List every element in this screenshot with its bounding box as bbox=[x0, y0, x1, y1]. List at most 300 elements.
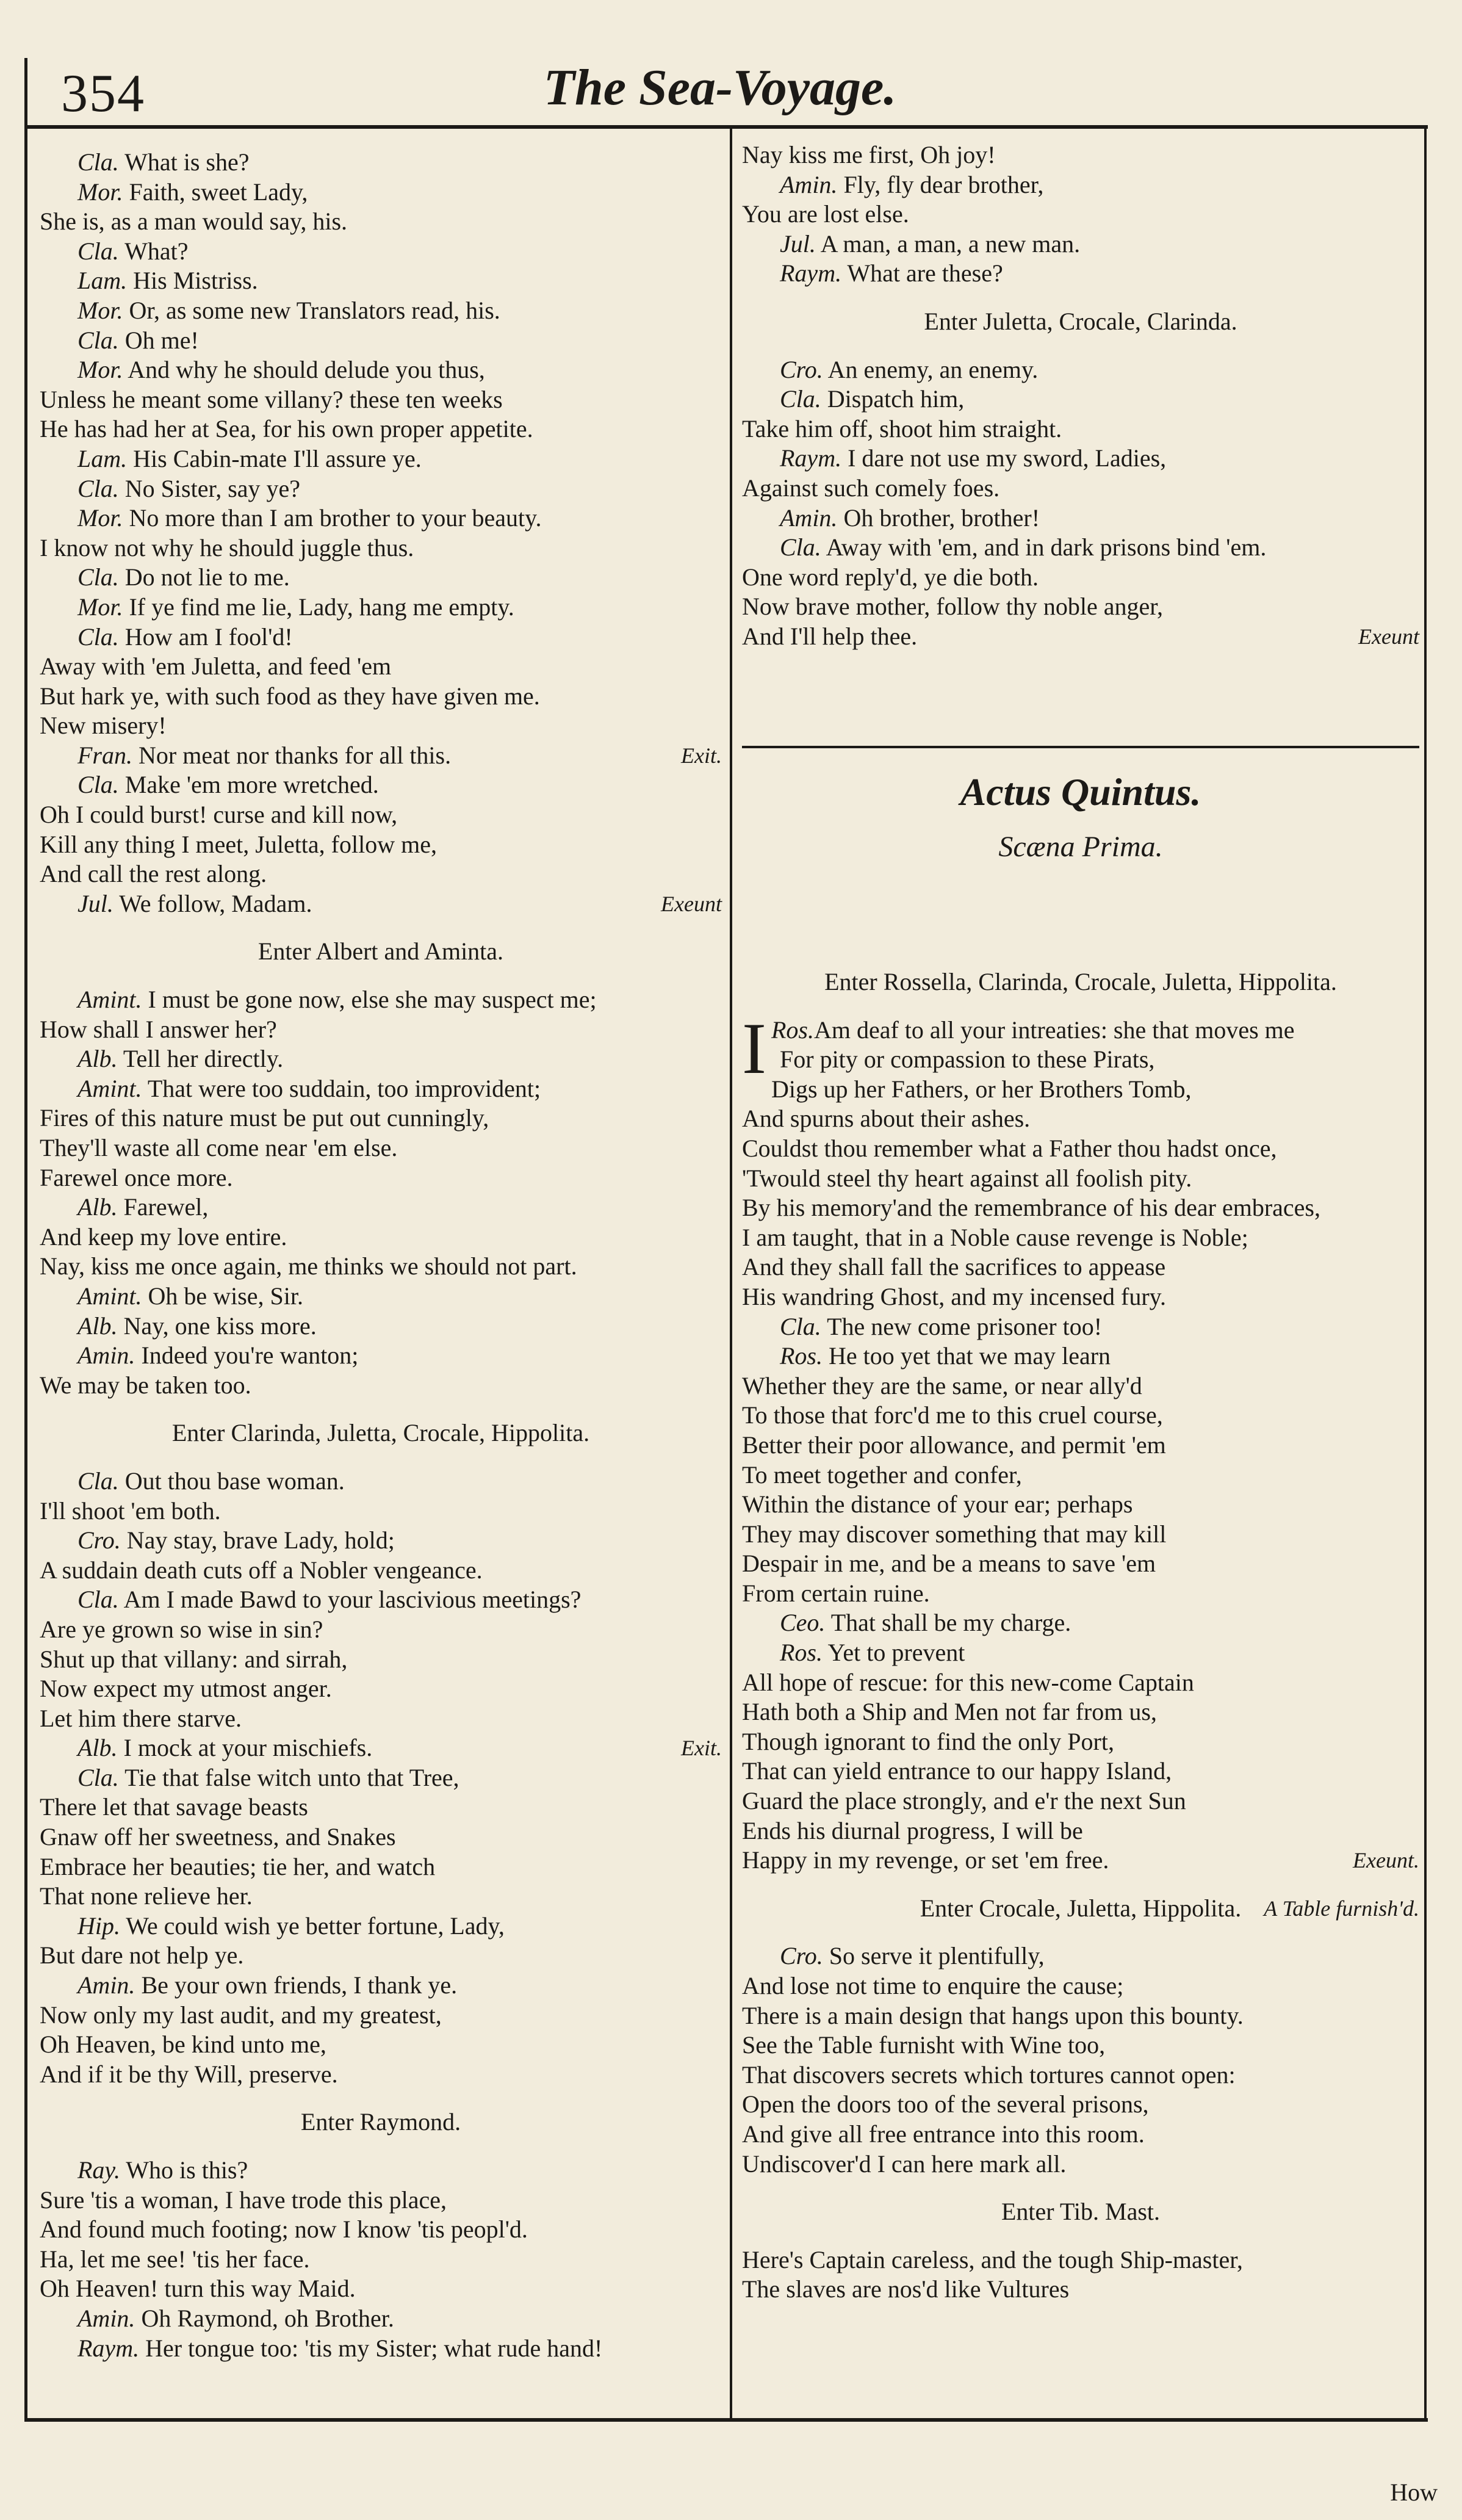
speaker-name: Mor. bbox=[77, 178, 123, 206]
speaker-name: Amin. bbox=[77, 1341, 135, 1370]
line-text: Against such comely foes. bbox=[742, 474, 1000, 502]
verse-line bbox=[742, 1668, 1419, 1698]
spacer bbox=[742, 289, 1419, 307]
speech-line bbox=[40, 1044, 722, 1074]
line-text: Indeed you're wanton; bbox=[141, 1341, 359, 1370]
line-text: His Cabin-mate I'll assure ye. bbox=[133, 444, 422, 472]
line-text: All hope of rescue: for this new-come Captain bbox=[742, 1668, 1194, 1696]
exit-cue: Exit. bbox=[681, 743, 722, 768]
line-text: That discovers secrets which tortures cannot open: bbox=[742, 2060, 1236, 2089]
verse-line bbox=[742, 2060, 1419, 2090]
verse-line bbox=[742, 1401, 1419, 1431]
line-text: Fly, fly dear brother, bbox=[843, 170, 1044, 198]
speech-line bbox=[40, 889, 722, 919]
line-text: Her tongue too: 'tis my Sister; what rude hand! bbox=[145, 2334, 603, 2362]
verse-line bbox=[40, 2030, 722, 2060]
speech-line bbox=[40, 1074, 722, 1104]
line-text: An enemy, an enemy. bbox=[827, 355, 1039, 383]
speaker-name: Jul. bbox=[780, 229, 816, 258]
verse-line bbox=[742, 2245, 1419, 2275]
verse-line bbox=[742, 1579, 1419, 1609]
verse-line bbox=[742, 1846, 1419, 1876]
act-heading: Actus Quintus. bbox=[960, 770, 1201, 814]
line-text: They'll waste all come near 'em else. bbox=[40, 1134, 398, 1161]
running-title: The Sea-Voyage. bbox=[543, 59, 897, 116]
stage-direction: Enter Clarinda, Juletta, Crocale, Hippolita. bbox=[171, 1419, 590, 1447]
line-text: New misery! bbox=[40, 712, 167, 740]
verse-line bbox=[742, 414, 1419, 444]
line-text: A man, a man, a new man. bbox=[820, 229, 1081, 258]
verse-line bbox=[40, 1252, 722, 1282]
verse-line bbox=[742, 1756, 1419, 1786]
line-text: I am taught, that in a Noble cause revenge is Noble; bbox=[742, 1223, 1248, 1251]
verse-line bbox=[40, 859, 722, 889]
verse-line bbox=[40, 1941, 722, 1971]
speaker-name: Cla. bbox=[77, 1467, 119, 1495]
speaker-name: Cla. bbox=[780, 385, 821, 413]
line-text: What are these? bbox=[847, 259, 1003, 287]
speech-line bbox=[40, 178, 722, 208]
line-text: What? bbox=[124, 237, 189, 265]
line-text: I know not why he should juggle thus. bbox=[40, 533, 414, 561]
speech-line bbox=[40, 1312, 722, 1341]
verse-line bbox=[40, 1674, 722, 1704]
verse-line bbox=[40, 2274, 722, 2304]
line-text: Shut up that villany: and sirrah, bbox=[40, 1645, 348, 1673]
spacer bbox=[40, 967, 722, 985]
scene-heading: Scæna Prima. bbox=[998, 831, 1163, 863]
verse-line bbox=[742, 1371, 1419, 1401]
exit-cue: Exeunt bbox=[661, 891, 722, 916]
line-text: Now brave mother, follow thy noble anger, bbox=[742, 593, 1163, 621]
speaker-name: Cla. bbox=[77, 237, 119, 265]
line-text: Nor meat nor thanks for all this. bbox=[139, 741, 452, 769]
line-text: Ends his diurnal progress, I will be bbox=[742, 1816, 1083, 1844]
speech-line bbox=[40, 1971, 722, 2001]
line-text: Gnaw off her sweetness, and Snakes bbox=[40, 1823, 396, 1851]
speaker-name: Hip. bbox=[77, 1912, 120, 1940]
verse-line bbox=[742, 2120, 1419, 2150]
speech-line bbox=[40, 593, 722, 623]
speech-line bbox=[742, 444, 1419, 474]
line-text: And spurns about their ashes. bbox=[742, 1105, 1031, 1133]
verse-line bbox=[40, 2001, 722, 2031]
line-text: But hark ye, with such food as they have given me. bbox=[40, 682, 540, 710]
line-text: A suddain death cuts off a Nobler vengeance. bbox=[40, 1556, 483, 1584]
speaker-name: Ros. bbox=[780, 1639, 823, 1667]
line-text: His Mistriss. bbox=[133, 267, 258, 295]
speaker-name: Ros. bbox=[771, 1016, 814, 1044]
line-text: Are ye grown so wise in sin? bbox=[40, 1615, 323, 1643]
speaker-name: Cla. bbox=[77, 771, 119, 799]
speaker-name: Mor. bbox=[77, 296, 123, 324]
speaker-name: Mor. bbox=[77, 593, 123, 621]
line-text: Kill any thing I meet, Juletta, follow me, bbox=[40, 830, 437, 858]
speaker-name: Jul. bbox=[77, 889, 113, 917]
line-text: And give all free entrance into this room. bbox=[742, 2120, 1145, 2148]
line-text: Yet to prevent bbox=[827, 1639, 965, 1667]
line-text: So serve it plentifully, bbox=[829, 1942, 1045, 1970]
verse-line bbox=[40, 1645, 722, 1675]
line-text: Couldst thou remember what a Father thou hadst once, bbox=[742, 1134, 1277, 1162]
verse-line bbox=[742, 1786, 1419, 1816]
speech-line bbox=[40, 1585, 722, 1615]
verse-line bbox=[40, 2060, 722, 2090]
line-text: By his memory'and the remembrance of his dear embraces, bbox=[742, 1194, 1320, 1222]
verse-line bbox=[40, 385, 722, 415]
speech-line bbox=[40, 444, 722, 474]
right-column-top bbox=[742, 140, 1419, 652]
verse-line bbox=[742, 622, 1419, 652]
verse-line bbox=[742, 2275, 1419, 2305]
speaker-name: Ray. bbox=[77, 2156, 120, 2184]
speech-line bbox=[742, 170, 1419, 200]
speaker-name: Alb. bbox=[77, 1045, 118, 1073]
speaker-name: Amint. bbox=[77, 1074, 142, 1102]
left-column bbox=[40, 148, 722, 2363]
stage-direction: Enter Crocale, Juletta, Hippolita. A Table furnish'd. bbox=[742, 1894, 1419, 1924]
speech-line bbox=[40, 296, 722, 326]
line-text: That were too suddain, too improvident; bbox=[147, 1074, 541, 1102]
speaker-name: Raym. bbox=[780, 444, 842, 472]
line-text: Tie that false witch unto that Tree, bbox=[124, 1763, 459, 1791]
line-text: And if it be thy Will, preserve. bbox=[40, 2060, 338, 2088]
verse-line bbox=[40, 1015, 722, 1045]
speech-line bbox=[40, 741, 722, 771]
speech-line bbox=[40, 504, 722, 533]
line-text: Oh I could burst! curse and kill now, bbox=[40, 801, 398, 829]
speech-line bbox=[742, 1638, 1419, 1668]
verse-line bbox=[40, 1222, 722, 1252]
verse-line bbox=[40, 2186, 722, 2215]
speaker-name: Cla. bbox=[77, 1586, 119, 1614]
line-text: His wandring Ghost, and my incensed fury. bbox=[742, 1282, 1167, 1310]
speech-line bbox=[40, 1341, 722, 1371]
line-text: And found much footing; now I know 'tis peopl'd. bbox=[40, 2215, 528, 2244]
verse-line bbox=[40, 1882, 722, 1912]
exit-cue: Exeunt. bbox=[1353, 1848, 1419, 1873]
line-text: We could wish ye better fortune, Lady, bbox=[126, 1912, 505, 1940]
line-text: Am deaf to all your intreaties: she that moves me bbox=[813, 1016, 1295, 1044]
spacer bbox=[742, 1876, 1419, 1894]
act-block bbox=[742, 751, 1419, 872]
speech-line bbox=[742, 384, 1419, 414]
speech-line bbox=[40, 148, 722, 178]
left-border-rule bbox=[24, 58, 27, 2420]
verse-line bbox=[40, 1371, 722, 1401]
line-text: There let that savage beasts bbox=[40, 1793, 308, 1821]
speaker-name: Cla. bbox=[780, 1312, 821, 1340]
drop-cap: I bbox=[742, 1007, 766, 1089]
line-text: He has had her at Sea, for his own proper appetite. bbox=[40, 415, 533, 443]
line-text: Oh Raymond, oh Brother. bbox=[141, 2304, 394, 2332]
page-number: 354 bbox=[61, 64, 145, 123]
verse-line bbox=[742, 1193, 1419, 1223]
speaker-name: Raym. bbox=[77, 2334, 140, 2362]
line-text: I mock at your mischiefs. bbox=[123, 1734, 373, 1762]
verse-line bbox=[742, 1971, 1419, 2001]
spacer bbox=[742, 997, 1419, 1016]
speech-line bbox=[742, 1341, 1419, 1371]
line-text: One word reply'd, ye die both. bbox=[742, 563, 1039, 591]
line-text: Guard the place strongly, and e'r the next Sun bbox=[742, 1787, 1186, 1815]
spacer bbox=[742, 337, 1419, 355]
speech-line bbox=[742, 504, 1419, 533]
line-text: We follow, Madam. bbox=[119, 889, 312, 917]
speech-line bbox=[40, 2334, 722, 2364]
verse-line bbox=[742, 1164, 1419, 1194]
line-text: Ha, let me see! 'tis her face. bbox=[40, 2245, 310, 2273]
line-text: Now expect my utmost anger. bbox=[40, 1675, 332, 1703]
line-text: Though ignorant to find the only Port, bbox=[742, 1727, 1114, 1755]
line-text: No Sister, say ye? bbox=[124, 474, 301, 502]
line-text: I must be gone now, else she may suspect me; bbox=[148, 986, 597, 1014]
verse-line bbox=[742, 1549, 1419, 1579]
speech-line bbox=[40, 985, 722, 1015]
speaker-name: Alb. bbox=[77, 1734, 118, 1762]
line-text: Digs up her Fathers, or her Brothers Tomb, bbox=[771, 1075, 1192, 1103]
speech-line bbox=[40, 2156, 722, 2186]
speaker-name: Amin. bbox=[77, 2304, 135, 2332]
speech-line bbox=[742, 1608, 1419, 1638]
spacer bbox=[40, 2089, 722, 2107]
verse-line bbox=[742, 1282, 1419, 1312]
verse-line bbox=[742, 1431, 1419, 1460]
line-text: She is, as a man would say, his. bbox=[40, 208, 348, 236]
line-text: Sure 'tis a woman, I have trode this place, bbox=[40, 2186, 447, 2214]
speech-line bbox=[40, 237, 722, 267]
speaker-name: Alb. bbox=[77, 1312, 118, 1340]
verse-line bbox=[742, 474, 1419, 504]
line-text: Make 'em more wretched. bbox=[124, 771, 379, 799]
speaker-name: Fran. bbox=[77, 741, 132, 769]
verse-line bbox=[742, 1075, 1419, 1105]
spacer bbox=[742, 1923, 1419, 1941]
line-text: How am I fool'd! bbox=[124, 623, 293, 651]
spacer bbox=[40, 919, 722, 937]
line-text: For pity or compassion to these Pirats, bbox=[780, 1045, 1155, 1074]
verse-line bbox=[742, 2090, 1419, 2120]
line-text: The slaves are nos'd like Vultures bbox=[742, 2275, 1070, 2303]
line-text: What is she? bbox=[124, 148, 250, 176]
line-text: And I'll help thee. bbox=[742, 622, 918, 650]
exit-cue: Exit. bbox=[681, 1736, 722, 1761]
verse-line bbox=[40, 1793, 722, 1822]
line-text: And why he should delude you thus, bbox=[128, 356, 485, 384]
page-header bbox=[24, 58, 1416, 125]
line-text: Let him there starve. bbox=[40, 1704, 242, 1732]
speech-line bbox=[40, 2304, 722, 2334]
speaker-name: Amint. bbox=[77, 1282, 142, 1310]
line-text: To those that forc'd me to this cruel course, bbox=[742, 1401, 1163, 1429]
verse-line bbox=[40, 1133, 722, 1163]
line-text: Unless he meant some villany? these ten weeks bbox=[40, 385, 503, 413]
verse-line bbox=[40, 2245, 722, 2275]
verse-line bbox=[742, 1490, 1419, 1520]
line-text: I dare not use my sword, Ladies, bbox=[848, 444, 1167, 472]
speech-line bbox=[742, 1941, 1419, 1971]
line-text: Oh me! bbox=[124, 326, 199, 354]
verse-line bbox=[742, 1223, 1419, 1253]
line-text: Happy in my revenge, or set 'em free. bbox=[742, 1846, 1109, 1874]
verse-line bbox=[742, 563, 1419, 593]
line-text: We may be taken too. bbox=[40, 1371, 251, 1399]
line-text: Fires of this nature must be put out cunningly, bbox=[40, 1104, 489, 1132]
stage-direction: Enter Tib. Mast. bbox=[1001, 2198, 1161, 2226]
speech-line bbox=[40, 1733, 722, 1763]
line-text: And call the rest along. bbox=[40, 860, 267, 888]
line-text: Oh brother, brother! bbox=[843, 504, 1040, 532]
stage-direction-aside: A Table furnish'd. bbox=[1264, 1896, 1419, 1921]
line-text: Oh Heaven! turn this way Maid. bbox=[40, 2275, 356, 2303]
speech-line bbox=[40, 623, 722, 652]
speech-line bbox=[40, 1193, 722, 1222]
speaker-name: Lam. bbox=[77, 267, 128, 295]
speech-line bbox=[40, 770, 722, 800]
line-text: Or, as some new Translators read, his. bbox=[129, 296, 500, 324]
line-text: He too yet that we may learn bbox=[829, 1342, 1111, 1370]
act-divider-rule bbox=[742, 746, 1419, 748]
verse-line bbox=[40, 652, 722, 682]
verse-line bbox=[742, 2031, 1419, 2060]
speaker-name: Mor. bbox=[77, 356, 123, 384]
verse-line bbox=[40, 1103, 722, 1133]
speech-line bbox=[40, 1763, 722, 1793]
verse-line bbox=[40, 711, 722, 741]
verse-line bbox=[40, 1852, 722, 1882]
stage-direction: Enter Rossella, Clarinda, Crocale, Juletta, Hippolita. bbox=[824, 968, 1337, 995]
line-text: To meet together and confer, bbox=[742, 1460, 1022, 1489]
verse-line bbox=[742, 1045, 1419, 1075]
verse-line bbox=[742, 1520, 1419, 1550]
speech-line bbox=[40, 1467, 722, 1496]
speaker-name: Amin. bbox=[780, 170, 838, 198]
line-text: No more than I am brother to your beauty. bbox=[129, 504, 542, 532]
line-text: That none relieve her. bbox=[40, 1882, 253, 1910]
line-text: Be your own friends, I thank ye. bbox=[141, 1971, 458, 1999]
speaker-name: Ceo. bbox=[780, 1609, 826, 1637]
column-divider bbox=[730, 129, 732, 2420]
line-text: Who is this? bbox=[126, 2156, 248, 2184]
line-text: Tell her directly. bbox=[123, 1045, 284, 1073]
speaker-name: Cro. bbox=[780, 1942, 823, 1970]
verse-line bbox=[742, 140, 1419, 170]
catchword: How bbox=[1390, 2478, 1438, 2506]
verse-line bbox=[40, 2215, 722, 2245]
verse-line bbox=[742, 1104, 1419, 1134]
line-text: Better their poor allowance, and permit 'em bbox=[742, 1431, 1166, 1459]
verse-line bbox=[40, 800, 722, 830]
verse-line bbox=[40, 1615, 722, 1645]
speaker-name: Mor. bbox=[77, 504, 123, 532]
speaker-name: Amin. bbox=[77, 1971, 135, 1999]
speaker-name: Cla. bbox=[77, 563, 119, 591]
line-text: Open the doors too of the several prisons, bbox=[742, 2090, 1149, 2118]
line-text: Whether they are the same, or near ally'd bbox=[742, 1371, 1142, 1399]
speech-line bbox=[742, 533, 1419, 563]
speech-line bbox=[742, 259, 1419, 289]
line-text: Hath both a Ship and Men not far from us, bbox=[742, 1698, 1157, 1726]
speech-line bbox=[40, 1526, 722, 1556]
line-text: Away with 'em, and in dark prisons bind 'em. bbox=[826, 533, 1267, 561]
verse-line bbox=[742, 592, 1419, 622]
speech-line bbox=[742, 229, 1419, 259]
speaker-name: Amint. bbox=[77, 986, 142, 1014]
speaker-name: Cro. bbox=[77, 1526, 121, 1554]
spacer bbox=[40, 2137, 722, 2156]
line-text: Now only my last audit, and my greatest, bbox=[40, 2001, 442, 2029]
line-text: Oh be wise, Sir. bbox=[148, 1282, 303, 1310]
speaker-name: Cro. bbox=[780, 355, 823, 383]
verse-line bbox=[742, 1697, 1419, 1727]
speaker-name: Ros. bbox=[780, 1342, 823, 1370]
verse-line bbox=[742, 1727, 1419, 1757]
speech-line bbox=[40, 474, 722, 504]
line-text: Nay, kiss me once again, me thinks we should not part. bbox=[40, 1252, 577, 1280]
speaker-name: Cla. bbox=[77, 474, 119, 502]
line-text: Take him off, shoot him straight. bbox=[742, 414, 1062, 442]
verse-line bbox=[40, 1822, 722, 1852]
line-text: That shall be my charge. bbox=[830, 1609, 1071, 1637]
speaker-name: Cla. bbox=[77, 148, 119, 176]
line-text: But dare not help ye. bbox=[40, 1941, 244, 1969]
verse-line bbox=[742, 200, 1419, 229]
line-text: Away with 'em Juletta, and feed 'em bbox=[40, 652, 392, 681]
stage-direction: Enter Albert and Aminta. bbox=[257, 937, 504, 966]
line-text: And keep my love entire. bbox=[40, 1222, 287, 1251]
stage-direction: Enter Juletta, Crocale, Clarinda. bbox=[924, 307, 1237, 335]
line-text: Undiscover'd I can here mark all. bbox=[742, 2150, 1067, 2178]
speaker-name: Alb. bbox=[77, 1193, 118, 1221]
verse-line bbox=[40, 1704, 722, 1734]
line-text: Nay, one kiss more. bbox=[123, 1312, 317, 1340]
line-text: They may discover something that may kill bbox=[742, 1520, 1167, 1548]
verse-line bbox=[40, 1163, 722, 1193]
line-text: Embrace her beauties; tie her, and watch bbox=[40, 1852, 436, 1880]
top-rule bbox=[24, 125, 1428, 129]
speech-line bbox=[40, 266, 722, 296]
speaker-name: Cla. bbox=[77, 1763, 119, 1791]
line-text: Do not lie to me. bbox=[124, 563, 290, 591]
line-text: Faith, sweet Lady, bbox=[129, 178, 308, 206]
line-text: You are lost else. bbox=[742, 200, 909, 228]
speaker-name: Cla. bbox=[77, 326, 119, 354]
right-column-bottom bbox=[742, 949, 1419, 2305]
line-text: How shall I answer her? bbox=[40, 1015, 277, 1043]
verse-line bbox=[742, 2001, 1419, 2031]
verse-line bbox=[40, 1496, 722, 1526]
speech-line bbox=[40, 326, 722, 356]
line-text: Dispatch him, bbox=[827, 385, 965, 413]
spacer bbox=[40, 1448, 722, 1467]
spacer bbox=[742, 2227, 1419, 2245]
speaker-name: Cla. bbox=[77, 623, 119, 651]
line-text: From certain ruine. bbox=[742, 1579, 930, 1607]
line-text: I'll shoot 'em both. bbox=[40, 1496, 221, 1525]
stage-direction: Enter Raymond. bbox=[300, 2108, 461, 2136]
line-text: And they shall fall the sacrifices to appease bbox=[742, 1253, 1166, 1281]
line-text: Here's Captain careless, and the tough Ship-master, bbox=[742, 2245, 1243, 2273]
verse-line bbox=[742, 2150, 1419, 2179]
spacer bbox=[742, 2179, 1419, 2197]
speaker-name: Raym. bbox=[780, 259, 842, 287]
speech-line bbox=[40, 1282, 722, 1312]
spacer bbox=[742, 949, 1419, 967]
right-border-rule bbox=[1424, 129, 1427, 2420]
line-text: Am I made Bawd to your lascivious meetings? bbox=[123, 1586, 582, 1614]
verse-line bbox=[40, 830, 722, 860]
speaker-name: Cla. bbox=[780, 533, 821, 561]
